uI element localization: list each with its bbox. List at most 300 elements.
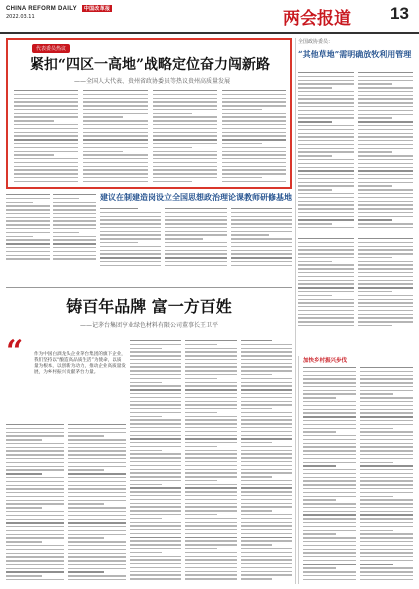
text-line bbox=[298, 249, 354, 250]
text-line bbox=[360, 378, 413, 379]
text-line bbox=[153, 169, 217, 170]
text-line bbox=[68, 530, 126, 531]
text-line bbox=[303, 435, 356, 436]
text-line bbox=[298, 216, 354, 217]
text-line bbox=[303, 526, 356, 527]
text-line bbox=[303, 545, 356, 546]
text-line bbox=[303, 492, 356, 493]
text-line bbox=[360, 488, 413, 489]
text-line bbox=[303, 496, 356, 497]
text-line bbox=[185, 537, 236, 538]
text-line bbox=[241, 480, 292, 481]
text-line bbox=[303, 480, 356, 481]
text-line bbox=[6, 500, 64, 501]
text-line bbox=[68, 545, 126, 546]
text-line bbox=[241, 397, 292, 398]
text-line bbox=[83, 120, 147, 121]
text-line bbox=[358, 216, 414, 217]
text-line bbox=[231, 219, 292, 220]
text-line bbox=[360, 499, 413, 500]
text-column bbox=[358, 72, 414, 232]
text-line bbox=[241, 518, 292, 519]
text-line bbox=[360, 477, 413, 478]
text-line bbox=[6, 560, 64, 561]
text-line bbox=[68, 492, 126, 493]
text-line bbox=[360, 552, 413, 553]
text-line bbox=[6, 503, 64, 504]
text-line bbox=[231, 238, 292, 239]
text-line bbox=[68, 568, 126, 569]
text-line bbox=[130, 348, 162, 349]
text-line bbox=[231, 257, 292, 258]
text-line bbox=[298, 151, 354, 152]
text-line bbox=[298, 102, 354, 103]
text-line bbox=[185, 506, 236, 507]
text-line bbox=[222, 181, 286, 182]
text-line bbox=[358, 212, 414, 213]
text-line bbox=[130, 510, 181, 511]
text-line bbox=[222, 90, 286, 91]
text-line bbox=[358, 102, 414, 103]
text-line bbox=[83, 113, 147, 114]
text-line bbox=[130, 465, 181, 466]
text-line bbox=[83, 181, 147, 182]
text-line bbox=[53, 243, 97, 244]
text-line bbox=[358, 197, 414, 198]
text-line bbox=[360, 428, 393, 429]
text-line bbox=[241, 491, 292, 492]
text-line bbox=[298, 106, 354, 107]
text-line bbox=[241, 544, 273, 545]
text-line bbox=[241, 419, 292, 420]
text-line bbox=[100, 223, 161, 224]
text-line bbox=[303, 378, 356, 379]
text-line bbox=[185, 450, 236, 451]
text-line bbox=[303, 371, 356, 372]
text-line bbox=[165, 219, 226, 220]
text-line bbox=[303, 412, 356, 413]
text-line bbox=[241, 431, 292, 432]
text-line bbox=[165, 238, 203, 239]
text-line bbox=[6, 232, 50, 233]
text-line bbox=[360, 405, 413, 406]
text-line bbox=[100, 265, 161, 266]
text-line bbox=[68, 526, 126, 527]
text-line bbox=[68, 450, 126, 451]
text-line bbox=[360, 397, 413, 398]
text-line bbox=[6, 469, 64, 470]
text-line bbox=[68, 473, 126, 474]
page-number: 13 bbox=[390, 4, 409, 23]
text-line bbox=[68, 500, 126, 501]
text-column bbox=[14, 90, 78, 186]
text-line bbox=[241, 529, 292, 530]
text-line bbox=[130, 540, 181, 541]
text-line bbox=[14, 151, 78, 152]
text-line bbox=[185, 499, 236, 500]
text-line bbox=[14, 101, 78, 102]
text-line bbox=[241, 404, 292, 405]
text-line bbox=[185, 578, 236, 579]
text-line bbox=[185, 563, 236, 564]
text-line bbox=[358, 98, 414, 99]
text-line bbox=[6, 251, 50, 252]
text-line bbox=[241, 351, 292, 352]
text-line bbox=[83, 154, 147, 155]
text-line bbox=[358, 95, 414, 96]
text-line bbox=[6, 568, 64, 569]
text-line bbox=[222, 177, 262, 178]
text-line bbox=[130, 495, 181, 496]
text-line bbox=[298, 189, 332, 190]
text-line bbox=[360, 386, 413, 387]
text-line bbox=[185, 552, 236, 553]
text-line bbox=[130, 359, 181, 360]
text-line bbox=[241, 461, 292, 462]
text-line bbox=[185, 457, 236, 458]
text-line bbox=[185, 491, 236, 492]
text-line bbox=[358, 151, 392, 152]
text-line bbox=[222, 147, 286, 148]
text-line bbox=[68, 537, 104, 538]
text-line bbox=[130, 378, 181, 379]
text-line bbox=[130, 548, 181, 549]
text-line bbox=[83, 166, 147, 167]
text-line bbox=[6, 553, 64, 554]
text-line bbox=[231, 253, 292, 254]
text-column bbox=[130, 340, 181, 584]
text-line bbox=[130, 438, 181, 439]
text-line bbox=[303, 397, 336, 398]
text-line bbox=[241, 533, 292, 534]
text-line bbox=[185, 427, 236, 428]
text-line bbox=[241, 578, 273, 579]
text-line bbox=[360, 435, 413, 436]
text-line bbox=[185, 412, 217, 413]
text-line bbox=[241, 495, 292, 496]
text-line bbox=[241, 506, 292, 507]
text-line bbox=[68, 458, 126, 459]
text-column bbox=[303, 367, 356, 585]
text-line bbox=[222, 166, 286, 167]
text-line bbox=[358, 72, 414, 73]
text-line bbox=[303, 556, 356, 557]
text-line bbox=[360, 439, 413, 440]
text-line bbox=[6, 224, 50, 225]
text-line bbox=[130, 416, 162, 417]
text-line bbox=[358, 223, 414, 224]
text-line bbox=[298, 325, 354, 326]
text-line bbox=[130, 450, 162, 451]
text-line bbox=[68, 477, 126, 478]
text-line bbox=[153, 154, 217, 155]
text-line bbox=[6, 545, 64, 546]
text-line bbox=[358, 174, 414, 175]
text-line bbox=[303, 367, 356, 368]
text-line bbox=[185, 525, 236, 526]
text-line bbox=[185, 351, 236, 352]
text-line bbox=[298, 114, 354, 115]
second-story bbox=[100, 190, 292, 270]
text-line bbox=[303, 575, 356, 576]
text-line bbox=[298, 95, 354, 96]
text-line bbox=[303, 488, 356, 489]
text-column bbox=[222, 90, 286, 186]
text-line bbox=[358, 257, 392, 258]
text-line bbox=[358, 125, 414, 126]
text-line bbox=[241, 340, 273, 341]
text-line bbox=[130, 529, 181, 530]
text-line bbox=[6, 258, 50, 259]
bottom-body-left bbox=[6, 424, 126, 584]
text-line bbox=[358, 325, 392, 326]
text-line bbox=[298, 159, 354, 160]
text-column bbox=[53, 194, 97, 264]
text-line bbox=[165, 257, 226, 258]
text-line bbox=[185, 518, 236, 519]
text-line bbox=[6, 481, 64, 482]
text-line bbox=[231, 246, 292, 247]
text-line bbox=[360, 507, 413, 508]
text-line bbox=[298, 197, 354, 198]
boxed-title: 加快乡村振兴步伐 bbox=[303, 358, 348, 364]
text-line bbox=[298, 287, 354, 288]
text-line bbox=[303, 428, 356, 429]
text-line bbox=[14, 169, 78, 170]
text-line bbox=[165, 231, 226, 232]
text-line bbox=[358, 110, 414, 111]
text-line bbox=[6, 439, 42, 440]
text-line bbox=[165, 261, 226, 262]
text-line bbox=[6, 579, 64, 580]
text-line bbox=[298, 163, 354, 164]
text-line bbox=[6, 236, 33, 237]
text-line bbox=[298, 295, 332, 296]
text-line bbox=[130, 393, 181, 394]
text-line bbox=[14, 124, 78, 125]
text-line bbox=[298, 212, 354, 213]
section-title: 两会报道 bbox=[283, 9, 351, 29]
text-line bbox=[360, 518, 413, 519]
text-line bbox=[358, 276, 414, 277]
text-line bbox=[83, 124, 147, 125]
text-line bbox=[185, 385, 236, 386]
text-line bbox=[298, 238, 354, 239]
text-line bbox=[165, 227, 226, 228]
text-line bbox=[241, 450, 292, 451]
text-line bbox=[360, 382, 413, 383]
text-line bbox=[130, 533, 181, 534]
text-line bbox=[185, 363, 236, 364]
text-line bbox=[165, 265, 226, 266]
text-line bbox=[6, 488, 64, 489]
text-line bbox=[303, 382, 356, 383]
text-line bbox=[222, 154, 286, 155]
text-line bbox=[303, 393, 356, 394]
text-line bbox=[130, 431, 181, 432]
text-line bbox=[360, 401, 413, 402]
text-line bbox=[358, 306, 414, 307]
text-line bbox=[360, 458, 413, 459]
text-line bbox=[298, 178, 354, 179]
text-line bbox=[231, 242, 292, 243]
text-line bbox=[303, 454, 356, 455]
text-line bbox=[298, 314, 354, 315]
text-line bbox=[68, 579, 126, 580]
text-line bbox=[153, 109, 217, 110]
text-line bbox=[185, 419, 236, 420]
text-line bbox=[153, 101, 217, 102]
text-line bbox=[303, 401, 356, 402]
paper-name: CHINA REFORM DAILY 中国改革报 bbox=[6, 6, 111, 12]
text-line bbox=[185, 423, 236, 424]
text-line bbox=[303, 443, 356, 444]
text-line bbox=[165, 208, 226, 209]
text-line bbox=[130, 563, 181, 564]
text-line bbox=[360, 424, 413, 425]
text-line bbox=[68, 519, 126, 520]
text-line bbox=[6, 556, 64, 557]
text-line bbox=[130, 401, 181, 402]
text-line bbox=[358, 219, 392, 220]
text-line bbox=[241, 442, 273, 443]
text-line bbox=[358, 136, 414, 137]
text-line bbox=[303, 462, 356, 463]
text-line bbox=[185, 401, 236, 402]
text-line bbox=[298, 133, 354, 134]
text-line bbox=[185, 548, 217, 549]
text-line bbox=[6, 507, 42, 508]
text-line bbox=[185, 404, 236, 405]
text-line bbox=[130, 525, 181, 526]
text-line bbox=[53, 194, 97, 195]
text-line bbox=[185, 476, 236, 477]
text-line bbox=[6, 202, 33, 203]
text-line bbox=[241, 385, 292, 386]
text-line bbox=[185, 378, 217, 379]
text-line bbox=[360, 533, 413, 534]
text-line bbox=[83, 98, 147, 99]
text-line bbox=[303, 446, 356, 447]
text-line bbox=[165, 216, 226, 217]
text-line bbox=[358, 261, 414, 262]
text-line bbox=[222, 173, 286, 174]
text-line bbox=[153, 135, 217, 136]
text-line bbox=[100, 242, 138, 243]
text-line bbox=[6, 454, 64, 455]
text-line bbox=[298, 91, 354, 92]
text-line bbox=[130, 412, 181, 413]
text-line bbox=[303, 518, 356, 519]
text-line bbox=[360, 412, 413, 413]
text-line bbox=[303, 579, 356, 580]
text-line bbox=[303, 507, 356, 508]
text-column bbox=[153, 90, 217, 186]
text-line bbox=[231, 212, 292, 213]
bottom-deck: ——记茅台集团亨业绿色材料有限公司董事长王卫平 bbox=[79, 322, 218, 329]
text-line bbox=[53, 209, 97, 210]
sidebar-body bbox=[298, 72, 413, 232]
text-line bbox=[231, 234, 269, 235]
text-line bbox=[360, 465, 413, 466]
text-line bbox=[222, 162, 286, 163]
text-line bbox=[130, 552, 162, 553]
text-line bbox=[222, 94, 286, 95]
text-line bbox=[6, 496, 64, 497]
text-line bbox=[153, 151, 217, 152]
text-line bbox=[222, 158, 286, 159]
text-line bbox=[185, 382, 236, 383]
text-line bbox=[53, 217, 97, 218]
text-line bbox=[185, 484, 236, 485]
text-line bbox=[222, 124, 286, 125]
text-line bbox=[303, 420, 356, 421]
text-line bbox=[6, 435, 64, 436]
text-line bbox=[241, 423, 292, 424]
text-line bbox=[241, 522, 292, 523]
text-line bbox=[222, 105, 286, 106]
text-line bbox=[241, 548, 292, 549]
text-line bbox=[358, 170, 414, 171]
text-line bbox=[130, 484, 162, 485]
text-line bbox=[68, 534, 126, 535]
text-line bbox=[222, 139, 286, 140]
text-line bbox=[360, 375, 413, 376]
text-line bbox=[130, 363, 181, 364]
text-line bbox=[130, 578, 181, 579]
text-line bbox=[130, 385, 181, 386]
text-line bbox=[6, 492, 64, 493]
text-line bbox=[358, 148, 414, 149]
text-line bbox=[6, 526, 64, 527]
text-line bbox=[298, 280, 354, 281]
text-line bbox=[360, 484, 413, 485]
text-line bbox=[68, 556, 126, 557]
text-line bbox=[358, 133, 414, 134]
text-line bbox=[298, 72, 354, 73]
text-line bbox=[303, 484, 356, 485]
text-line bbox=[185, 540, 236, 541]
text-line bbox=[298, 283, 354, 284]
text-line bbox=[130, 567, 181, 568]
text-line bbox=[68, 571, 104, 572]
text-line bbox=[360, 567, 413, 568]
text-line bbox=[298, 117, 354, 118]
text-line bbox=[153, 113, 193, 114]
second-body bbox=[100, 208, 292, 270]
text-line bbox=[360, 473, 413, 474]
text-line bbox=[68, 515, 126, 516]
text-line bbox=[185, 514, 217, 515]
text-line bbox=[222, 120, 286, 121]
text-line bbox=[185, 533, 236, 534]
text-line bbox=[241, 366, 292, 367]
text-line bbox=[298, 110, 354, 111]
text-line bbox=[358, 201, 414, 202]
text-column bbox=[298, 238, 354, 330]
text-line bbox=[303, 533, 336, 534]
text-line bbox=[185, 544, 236, 545]
text-line bbox=[222, 98, 286, 99]
text-line bbox=[153, 177, 217, 178]
text-line bbox=[130, 453, 181, 454]
text-line bbox=[358, 314, 414, 315]
text-line bbox=[241, 370, 292, 371]
text-line bbox=[303, 571, 356, 572]
text-line bbox=[14, 143, 78, 144]
text-line bbox=[14, 120, 54, 121]
text-line bbox=[68, 507, 126, 508]
